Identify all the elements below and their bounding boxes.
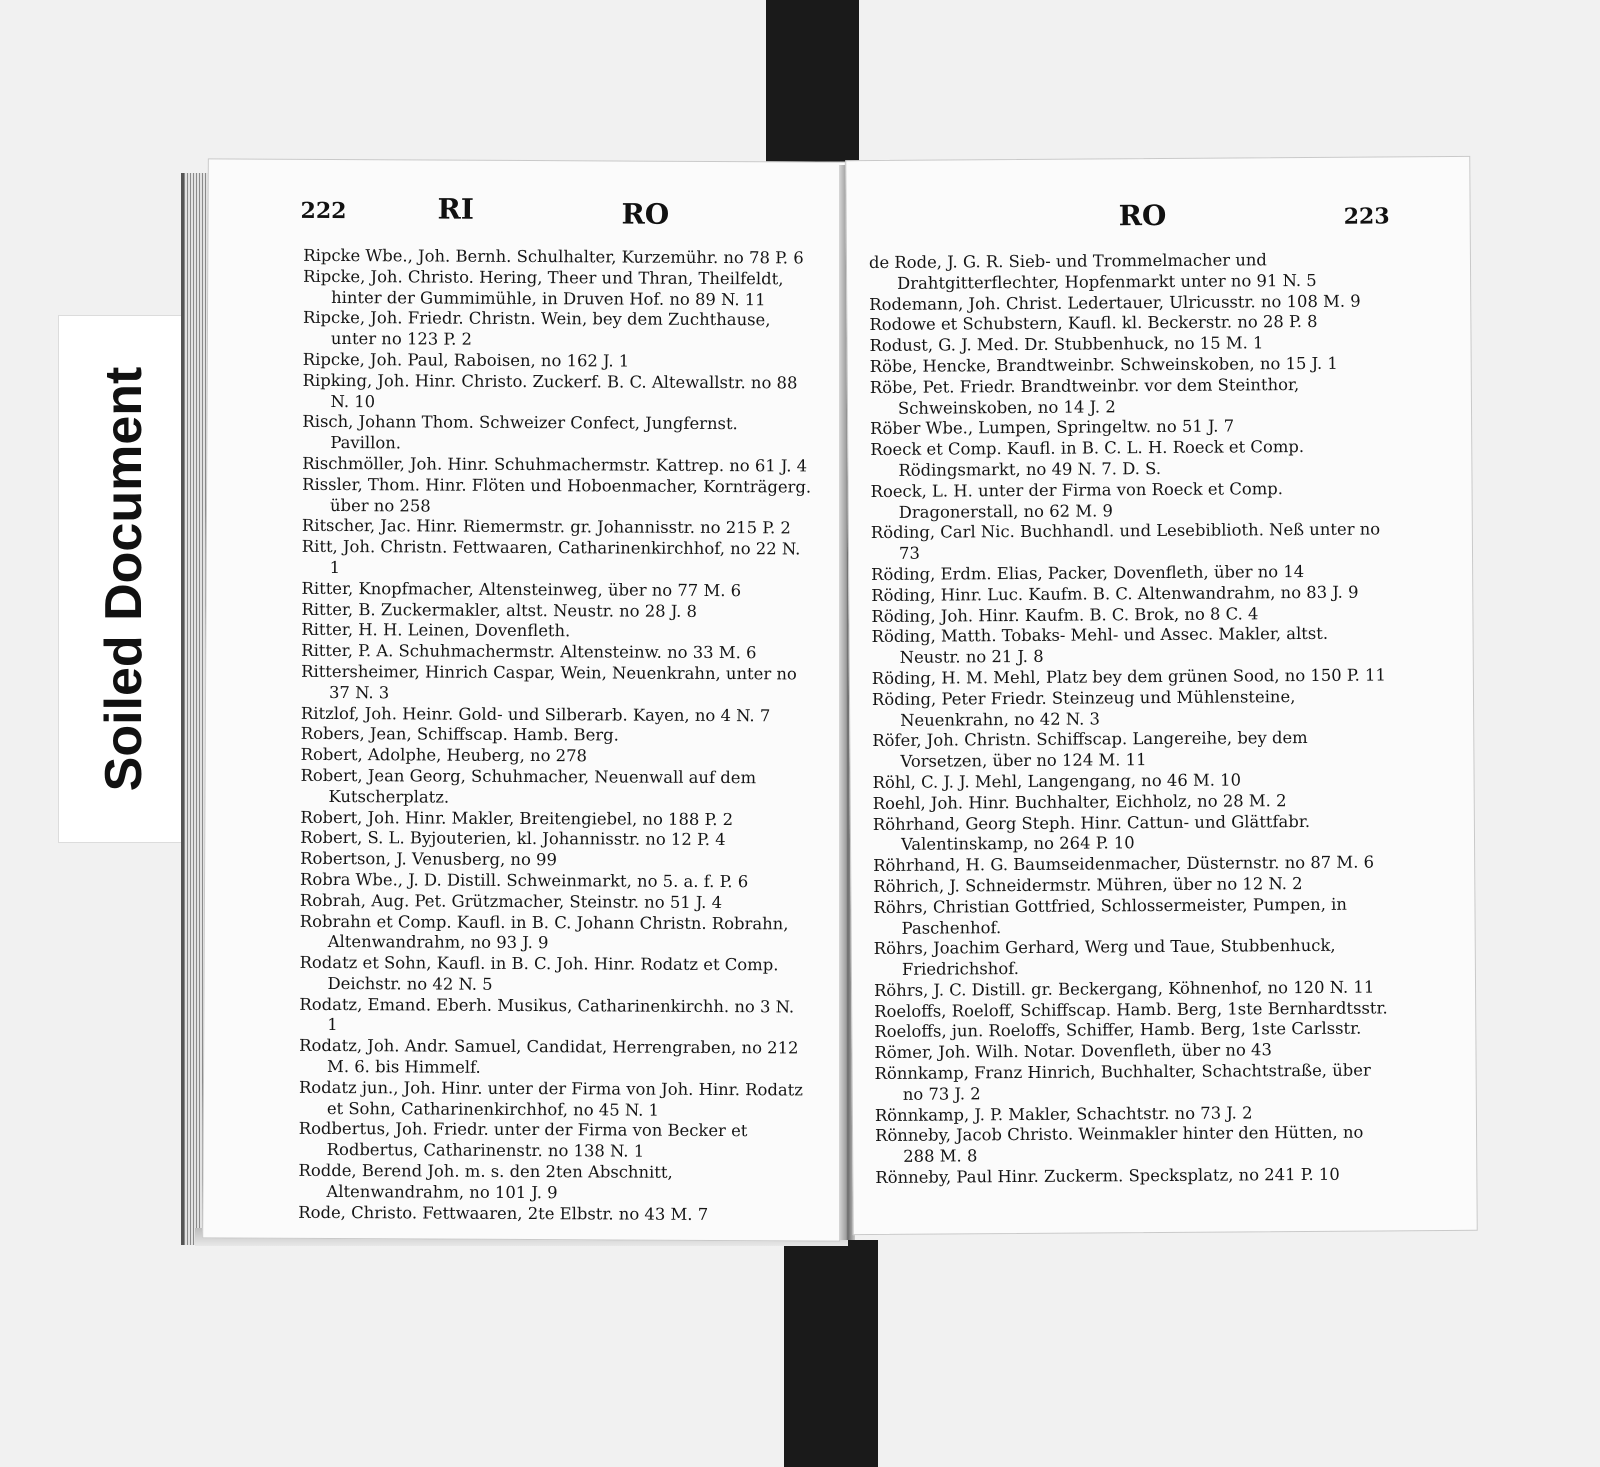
directory-entry: Ripcke, Joh. Christo. Hering, Theer und Thran, Theilfeldt, hinter der Gummimühle, in Druven Hof. no 89 N. 11 xyxy=(303,266,784,309)
directory-entry: Römer, Joh. Wilh. Notar. Dovenfleth, über no 43 xyxy=(874,1040,1272,1063)
directory-entry: Roeloffs, jun. Roeloffs, Schiffer, Hamb. Berg, 1ste Carlsstr. xyxy=(874,1019,1362,1042)
directory-entry: Röding, Hinr. Luc. Kaufm. B. C. Altenwandrahm, no 83 J. 9 xyxy=(871,582,1359,605)
directory-entry: Rönnkamp, Franz Hinrich, Buchhalter, Schachtstraße, über no 73 J. 2 xyxy=(874,1060,1371,1104)
directory-entry: Robertson, J. Venusberg, no 99 xyxy=(300,848,558,870)
directory-entry: Röding, Matth. Tobaks- Mehl- und Assec. Makler, altst. Neustr. no 21 J. 8 xyxy=(871,624,1329,667)
directory-entry: Röhrich, J. Schneidermstr. Mühren, über no 12 N. 2 xyxy=(873,873,1303,896)
directory-entry: Ripcke Wbe., Joh. Bernh. Schulhalter, Kurzemühr. no 78 P. 6 xyxy=(303,245,804,268)
directory-entry: Robrah, Aug. Pet. Grützmacher, Steinstr. no 51 J. 4 xyxy=(299,890,723,912)
directory-entry: Ritter, Knopfmacher, Altensteinweg, über no 77 M. 6 xyxy=(301,578,742,600)
directory-entry: Rode, Christo. Fettwaaren, 2te Elbstr. no 43 M. 7 xyxy=(298,1202,709,1224)
directory-entry: Robert, Jean Georg, Schuhmacher, Neuenwall auf dem Kutscherplatz. xyxy=(300,765,757,807)
directory-entry: Ripcke, Joh. Paul, Raboisen, no 162 J. 1 xyxy=(302,349,630,371)
directory-entry: Robert, Joh. Hinr. Makler, Breitengiebel, no 188 P. 2 xyxy=(300,807,734,829)
directory-entry: Risch, Johann Thom. Schweizer Confect, Jungfernst. Pavillon. xyxy=(302,412,738,453)
directory-entry: Röhrs, Joachim Gerhard, Werg und Taue, Stubbenhuck, Friedrichshof. xyxy=(873,936,1336,979)
directory-entry: Röbe, Hencke, Brandtweinbr. Schweinskoben, no 15 J. 1 xyxy=(869,353,1338,377)
directory-entry: Roeck et Comp. Kaufl. in B. C. L. H. Roeck et Comp. Rödingsmarkt, no 49 N. 7. D. S. xyxy=(870,437,1305,480)
directory-entry: Röber Wbe., Lumpen, Springeltw. no 51 J. 7 xyxy=(870,416,1235,439)
directory-entry: Röfer, Joh. Christn. Schiffscap. Langereihe, bey dem Vorsetzen, über no 124 M. 11 xyxy=(872,728,1308,771)
directory-entry: Ripking, Joh. Hinr. Christo. Zuckerf. B. C. Altewallstr. no 88 N. 10 xyxy=(302,370,798,411)
directory-entry: Röding, Erdm. Elias, Packer, Dovenfleth, über no 14 xyxy=(871,561,1305,584)
directory-entry: Röding, Joh. Hinr. Kaufm. B. C. Brok, no 8 C. 4 xyxy=(871,603,1259,626)
directory-entry: Ritter, B. Zuckermakler, altst. Neustr. no 28 J. 8 xyxy=(301,599,698,621)
directory-entry: Rodatz, Emand. Eberh. Musikus, Catharinenkirchh. no 3 N. 1 xyxy=(299,994,795,1035)
soiled-document-label xyxy=(58,315,190,843)
directory-entry: Rodde, Berend Joh. m. s. den 2ten Abschnitt, Altenwandrahm, no 101 J. 9 xyxy=(298,1160,673,1203)
directory-entry: Rodbertus, Joh. Friedr. unter der Firma von Becker et Rodbertus, Catharinenstr. no 138 N. 1 xyxy=(298,1119,748,1161)
directory-entry: Röding, Peter Friedr. Steinzeug und Mühlensteine, Neuenkrahn, no 42 N. 3 xyxy=(871,686,1296,730)
directory-entry: Ritter, H. H. Leinen, Dovenfleth. xyxy=(301,620,571,641)
side-label-text: Soiled Document xyxy=(95,366,153,792)
directory-entry: Rönnkamp, J. P. Makler, Schachtstr. no 73 J. 2 xyxy=(874,1103,1253,1125)
directory-entry: Ripcke, Joh. Friedr. Christn. Wein, bey dem Zuchthause, unter no 123 P. 2 xyxy=(302,308,771,349)
left-entry-list xyxy=(298,246,813,1226)
left-header-ro: RO xyxy=(621,197,670,231)
directory-entry: Rönneby, Jacob Christo. Weinmakler hinter den Hütten, no 288 M. 8 xyxy=(875,1123,1364,1167)
directory-entry: Röhrhand, H. G. Baumseidenmacher, Düsternstr. no 87 M. 6 xyxy=(873,852,1375,876)
directory-entry: Robrahn et Comp. Kaufl. in B. C. Johann Christn. Robrahn, Altenwandrahm, no 93 J. 9 xyxy=(299,911,789,953)
directory-entry: Röding, Carl Nic. Buchhandl. und Lesebiblioth. Neß unter no 73 xyxy=(870,519,1381,563)
directory-entry: Ritter, P. A. Schuhmachermstr. Altensteinw. no 33 M. 6 xyxy=(301,640,757,663)
directory-entry: Röhrs, J. C. Distill. gr. Beckergang, Köhnenhof, no 120 N. 11 xyxy=(873,977,1375,1000)
directory-entry: Rodatz et Sohn, Kaufl. in B. C. Joh. Hinr. Rodatz et Comp. Deichstr. no 42 N. 5 xyxy=(299,952,779,994)
directory-entry: Rönneby, Paul Hinr. Zuckerm. Specksplatz, no 241 P. 10 xyxy=(875,1164,1340,1188)
directory-entry: Röhl, C. J. J. Mehl, Langengang, no 46 M. 10 xyxy=(872,770,1242,792)
right-page xyxy=(845,156,1477,1235)
directory-entry: Robert, S. L. Byjouterien, kl. Johannisstr. no 12 P. 4 xyxy=(300,828,726,850)
right-entry-list xyxy=(869,249,1391,1188)
directory-entry: Ritzlof, Joh. Heinr. Gold- und Silberarb. Kayen, no 4 N. 7 xyxy=(300,703,771,725)
directory-entry: Robra Wbe., J. D. Distill. Schweinmarkt, no 5. a. f. P. 6 xyxy=(300,869,749,892)
left-header-ri: RI xyxy=(437,192,475,226)
directory-entry: Robert, Adolphe, Heuberg, no 278 xyxy=(300,744,588,766)
directory-entry: Roeck, L. H. unter der Firma von Roeck et Comp. Dragonerstall, no 62 M. 9 xyxy=(870,478,1284,522)
directory-entry: Rischmöller, Joh. Hinr. Schuhmachermstr. Kattrep. no 61 J. 4 xyxy=(302,453,808,476)
directory-entry: Röhrs, Christian Gottfried, Schlossermeister, Pumpen, in Paschenhof. xyxy=(873,894,1347,938)
directory-entry: Röbe, Pet. Friedr. Brandtweinbr. vor dem Steinthor, Schweinskoben, no 14 J. 2 xyxy=(869,374,1300,418)
directory-entry: Ritt, Joh. Christn. Fettwaaren, Catharinenkirchhof, no 22 N. 1 xyxy=(301,536,801,577)
directory-entry: Rodowe et Schubstern, Kaufl. kl. Beckerstr. no 28 P. 8 xyxy=(869,312,1318,335)
directory-entry: de Rode, J. G. R. Sieb- und Trommelmacher und Drahtgitterflechter, Hopfenmarkt unter no 91 N. 5 xyxy=(868,250,1317,293)
binding-strap-top xyxy=(766,0,859,175)
directory-entry: Ritscher, Jac. Hinr. Riemermstr. gr. Johannisstr. no 215 P. 2 xyxy=(301,516,791,538)
binding-strap-bottom xyxy=(784,1240,878,1467)
directory-entry: Roehl, Joh. Hinr. Buchhalter, Eichholz, no 28 M. 2 xyxy=(872,790,1287,813)
directory-entry: Rodemann, Joh. Christ. Ledertauer, Ulricusstr. no 108 M. 9 xyxy=(869,291,1361,314)
right-page-number: 223 xyxy=(1343,203,1390,230)
directory-entry: Röhrhand, Georg Steph. Hinr. Cattun- und Glättfabr. Valentinskamp, no 264 P. 10 xyxy=(872,811,1311,855)
directory-entry: Rodatz, Joh. Andr. Samuel, Candidat, Herrengraben, no 212 M. 6. bis Himmelf. xyxy=(299,1036,799,1077)
directory-entry: Roeloffs, Roeloff, Schiffscap. Hamb. Berg, 1ste Bernhardtsstr. xyxy=(874,998,1388,1021)
directory-entry: Rittersheimer, Hinrich Caspar, Wein, Neuenkrahn, unter no 37 N. 3 xyxy=(301,661,797,703)
right-header-ro: RO xyxy=(1118,198,1167,233)
directory-entry: Rodatz jun., Joh. Hinr. unter der Firma von Joh. Hinr. Rodatz et Sohn, Catharinenkirchhof, no 45 N. 1 xyxy=(298,1077,803,1120)
directory-entry: Rodust, G. J. Med. Dr. Stubbenhuck, no 15 M. 1 xyxy=(869,333,1264,356)
directory-entry: Rissler, Thom. Hinr. Flöten und Hoboenmacher, Kornträgerg. über no 258 xyxy=(302,474,812,516)
directory-entry: Röding, H. M. Mehl, Platz bey dem grünen Sood, no 150 P. 11 xyxy=(871,665,1386,688)
left-page-number: 222 xyxy=(300,197,347,225)
directory-entry: Robers, Jean, Schiffscap. Hamb. Berg. xyxy=(300,724,619,745)
left-page xyxy=(202,158,846,1241)
